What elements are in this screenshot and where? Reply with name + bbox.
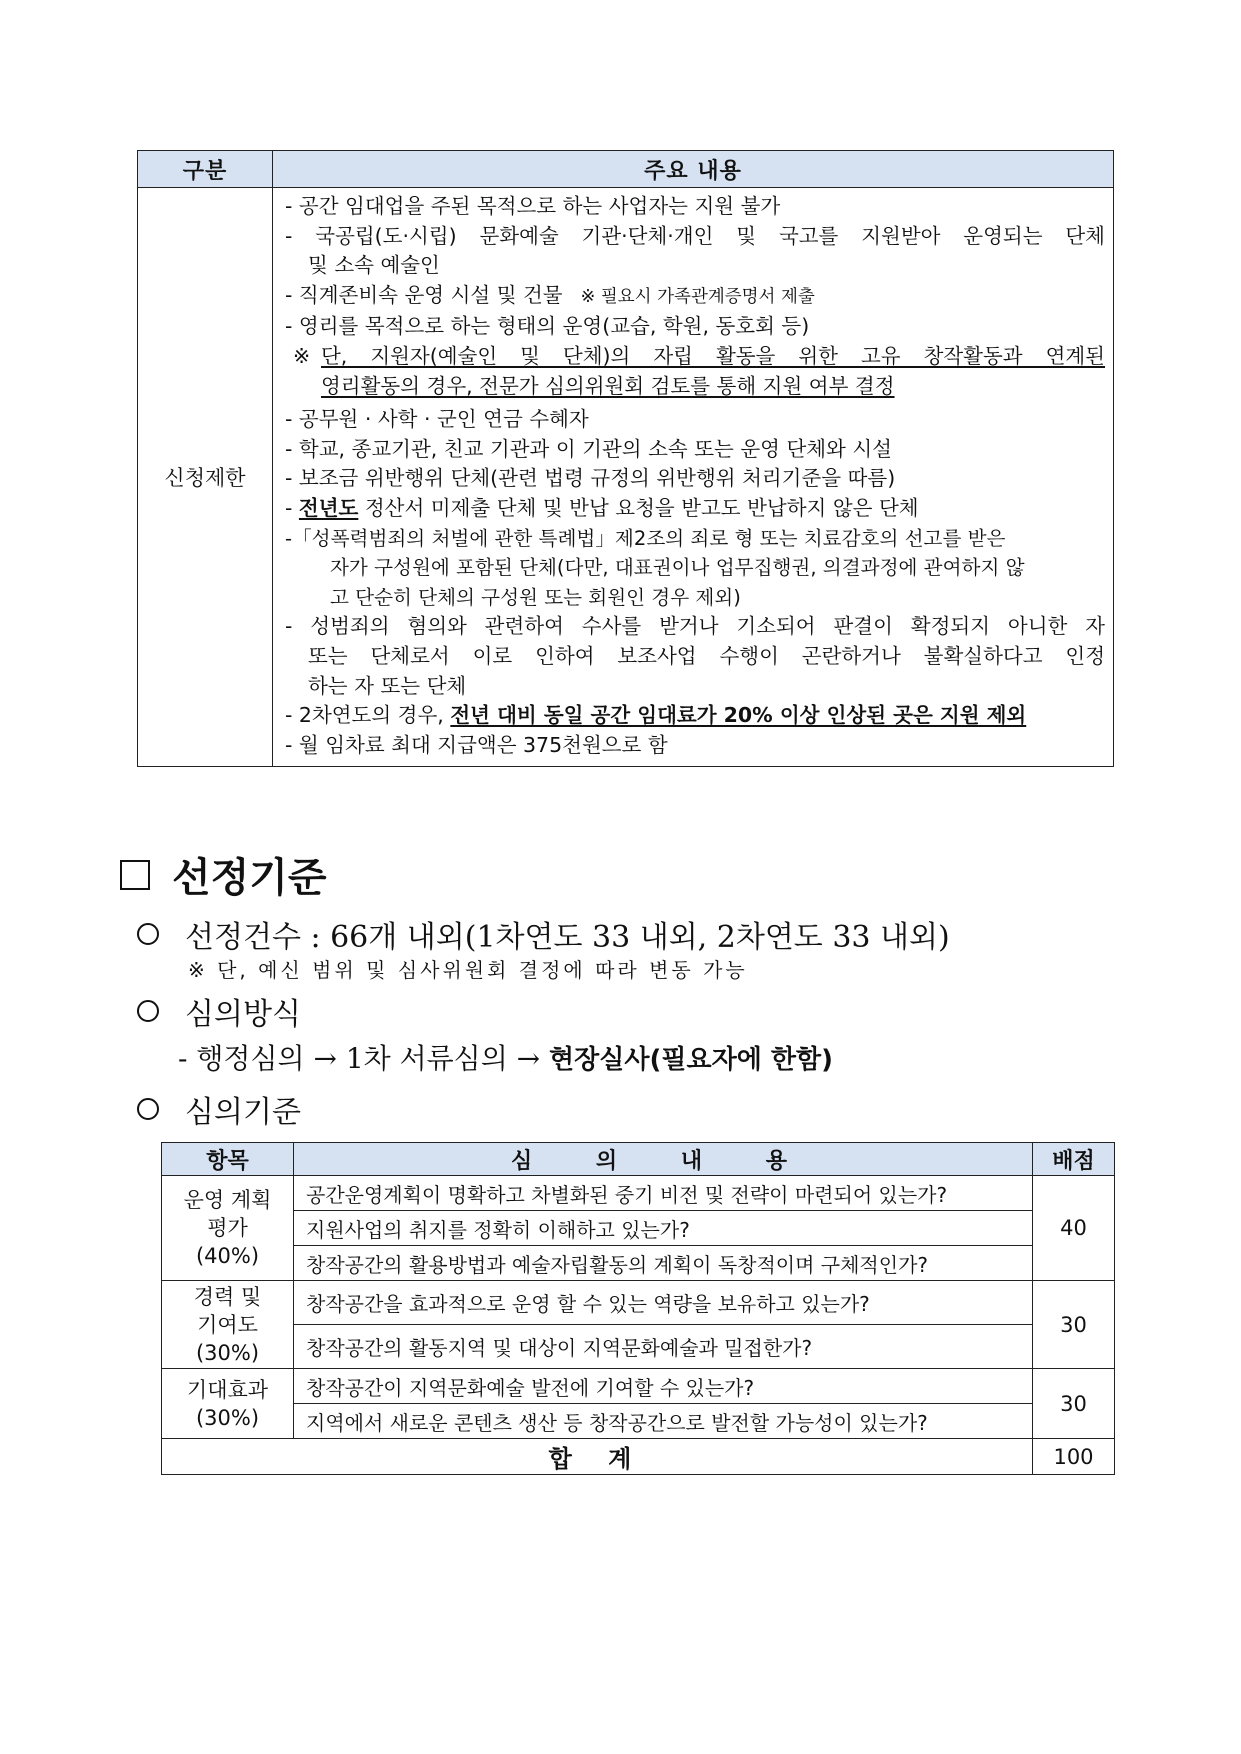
note-line: 단, 지원자(예술인 및 단체)의 자립 활동을 위한 고유 창작활동과 연계된 bbox=[321, 343, 1105, 368]
restriction-note-block bbox=[285, 342, 1105, 405]
restriction-prefix: - 2차연도의 경우, bbox=[285, 703, 451, 728]
review-criteria: 심의기준 bbox=[137, 1087, 301, 1131]
restriction-note: ※ 필요시 가족관계증명서 제출 bbox=[580, 286, 815, 307]
restriction-item: - 월 임차료 최대 지급액은 375천원으로 함 bbox=[285, 732, 668, 757]
category-cell: 신청제한 bbox=[138, 188, 273, 767]
table-row bbox=[162, 1404, 1115, 1439]
circle-bullet-icon bbox=[137, 1000, 159, 1022]
table-row bbox=[162, 1246, 1115, 1281]
restriction-item: - 성범죄의 혐의와 관련하여 수사를 받거나 기소되어 판결이 확정되지 아니한 자 bbox=[285, 614, 1105, 639]
restriction-item-cont: 또는 단체로서 이로 인하여 보조사업 수행이 곤란하거나 불확실하다고 인정 bbox=[308, 643, 1105, 668]
criteria-question: 창작공간의 활동지역 및 대상이 지역문화예술과 밀접한가? bbox=[294, 1325, 1033, 1369]
restriction-text: - 직계존비속 운영 시설 및 건물 bbox=[285, 282, 563, 307]
restriction-prefix: - bbox=[285, 495, 299, 520]
criteria-question: 공간운영계획이 명확하고 차별화된 중기 비전 및 전략이 마련되어 있는가? bbox=[294, 1176, 1033, 1211]
criteria-table bbox=[161, 1142, 1115, 1475]
restriction-item-cont: 및 소속 예술인 bbox=[308, 253, 440, 278]
header-content: 심 의 내 용 bbox=[294, 1143, 1033, 1176]
restriction-item: - 공간 임대업을 주된 목적으로 하는 사업자는 지원 불가 bbox=[285, 194, 781, 218]
header-category: 구분 bbox=[138, 151, 273, 188]
criteria-question: 창작공간이 지역문화예술 발전에 기여할 수 있는가? bbox=[294, 1369, 1033, 1404]
header-score: 배점 bbox=[1033, 1143, 1115, 1176]
total-score: 100 bbox=[1033, 1439, 1115, 1475]
restriction-item-cont: 고 단순히 단체의 구성원 또는 회원인 경우 제외) bbox=[330, 585, 741, 609]
criteria-question: 지역에서 새로운 콘텐츠 생산 등 창작공간으로 발전할 가능성이 있는가? bbox=[294, 1404, 1033, 1439]
note-line: 영리활동의 경우, 전문가 심의위원회 검토를 통해 지원 여부 결정 bbox=[321, 373, 895, 398]
total-row bbox=[162, 1439, 1115, 1475]
criteria-group: 경력 및 기여도 (30%) bbox=[162, 1281, 294, 1369]
criteria-group: 운영 계획 평가 (40%) bbox=[162, 1176, 294, 1281]
table-row bbox=[162, 1369, 1115, 1404]
review-method-steps: - 행정심의 → 1차 서류심의 → 현장실사(필요자에 한함) bbox=[178, 1042, 834, 1075]
restriction-emphasis: 전년 대비 동일 공간 임대료가 20% 이상 인상된 곳은 지원 제외 bbox=[450, 703, 1027, 728]
criteria-score: 30 bbox=[1033, 1369, 1115, 1439]
restriction-item: - 국공립(도·시립) 문화예술 기관·단체·개인 및 국고를 지원받아 운영되는 단체 bbox=[285, 223, 1105, 248]
total-label: 합 계 bbox=[162, 1439, 1033, 1475]
criteria-score: 30 bbox=[1033, 1281, 1115, 1369]
selection-count: 선정건수 : 66개 내외(1차연도 33 내외, 2차연도 33 내외) bbox=[137, 912, 950, 956]
restriction-emphasis: 전년도 bbox=[298, 495, 359, 520]
restriction-item: - 공무원 · 사학 · 군인 연금 수혜자 bbox=[285, 407, 589, 432]
review-method: 심의방식 bbox=[137, 989, 301, 1033]
restriction-item: - 보조금 위반행위 단체(관련 법령 규정의 위반행위 처리기준을 따름) bbox=[285, 466, 896, 491]
circle-bullet-icon bbox=[137, 1098, 159, 1120]
restriction-item-cont: 하는 자 또는 단체 bbox=[308, 673, 467, 698]
restriction-text: 정산서 미제출 단체 및 반납 요청을 받고도 반납하지 않은 단체 bbox=[358, 495, 919, 520]
criteria-question: 창작공간의 활용방법과 예술자립활동의 계획이 독창적이며 구체적인가? bbox=[294, 1246, 1033, 1281]
header-item: 항목 bbox=[162, 1143, 294, 1176]
square-bullet-icon bbox=[120, 860, 150, 890]
review-method-emphasis: 현장실사(필요자에 한함) bbox=[549, 1045, 834, 1075]
note-mark: ※ bbox=[293, 343, 311, 368]
table-row bbox=[162, 1325, 1115, 1369]
restriction-item-cont: 자가 구성원에 포함된 단체(다만, 대표권이나 업무집행권, 의결과정에 관여하지 않 bbox=[330, 556, 1025, 580]
restrictions-table bbox=[137, 150, 1114, 767]
criteria-question: 창작공간을 효과적으로 운영 할 수 있는 역량을 보유하고 있는가? bbox=[294, 1281, 1033, 1325]
criteria-group: 기대효과 (30%) bbox=[162, 1369, 294, 1439]
criteria-question: 지원사업의 취지를 정확히 이해하고 있는가? bbox=[294, 1211, 1033, 1246]
restriction-item bbox=[285, 494, 1105, 524]
content-cell bbox=[273, 188, 1114, 767]
restriction-item: - 학교, 종교기관, 친교 기관과 이 기관의 소속 또는 운영 단체와 시설 bbox=[285, 436, 892, 461]
table-row bbox=[162, 1176, 1115, 1211]
header-content: 주요 내용 bbox=[273, 151, 1114, 188]
criteria-score: 40 bbox=[1033, 1176, 1115, 1281]
section-title: 선정기준 bbox=[120, 846, 327, 903]
restriction-item bbox=[285, 701, 1105, 731]
table-row bbox=[162, 1211, 1115, 1246]
restriction-item: - 영리를 목적으로 하는 형태의 운영(교습, 학원, 동호회 등) bbox=[285, 314, 810, 339]
selection-count-note: ※ 단, 예신 범위 및 심사위원회 결정에 따라 변동 가능 bbox=[188, 958, 748, 982]
table-row bbox=[162, 1281, 1115, 1325]
circle-bullet-icon bbox=[137, 923, 159, 945]
restriction-item: -「성폭력범죄의 처벌에 관한 특례법」제2조의 죄로 형 또는 치료감호의 선고를 받은 bbox=[285, 526, 1006, 550]
restriction-item bbox=[285, 281, 1105, 313]
